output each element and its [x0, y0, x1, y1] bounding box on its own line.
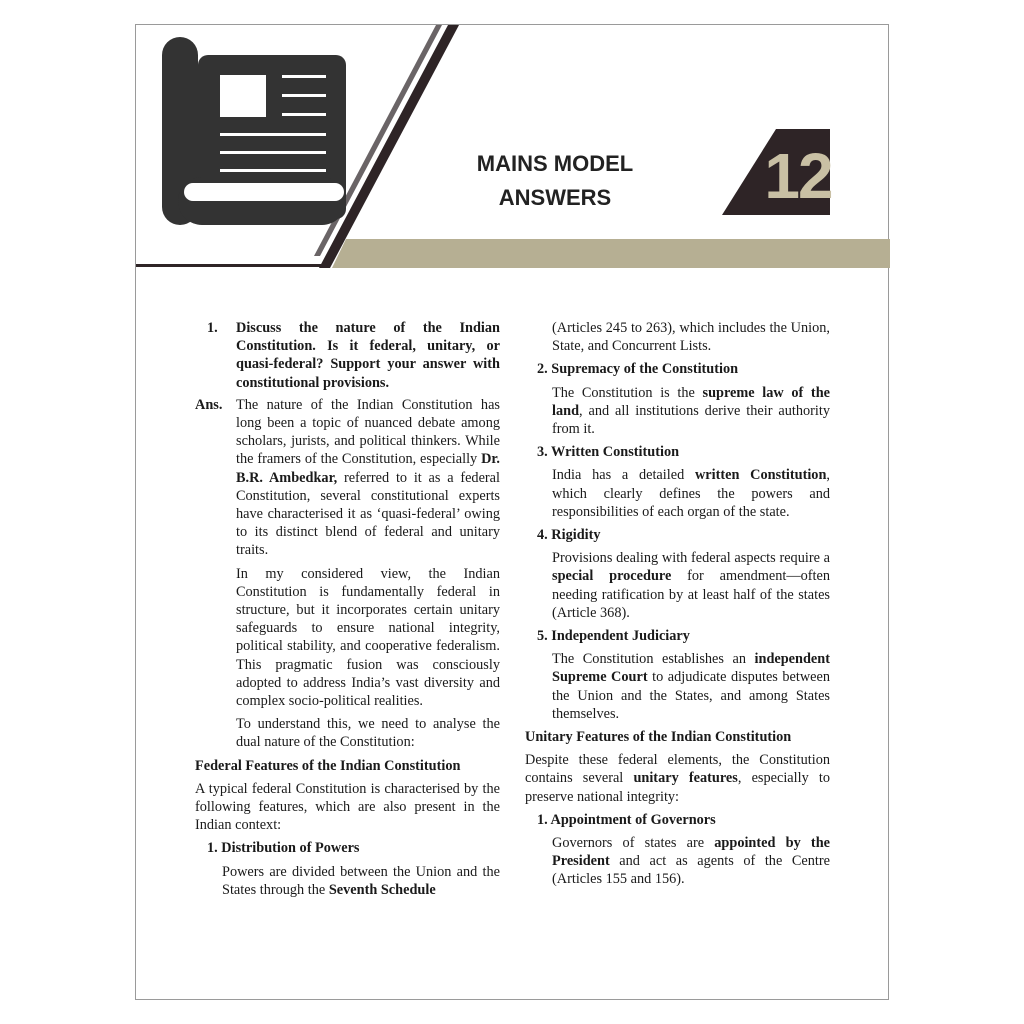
feature-heading: 2. Supremacy of the Constitution	[537, 361, 739, 378]
page-title: MAINS MODEL ANSWERS	[476, 151, 634, 210]
feature-heading: 1. Appointment of Governors	[537, 811, 716, 828]
feature-body: Powers are divided between the Union and the States through the Seventh Schedule	[222, 863, 500, 898]
feature-heading: 4. Rigidity	[537, 527, 601, 544]
unitary-features-intro: Despite these federal elements, the Constitution contains several unitary features, especially to preserve national integrity:	[525, 752, 830, 805]
federal-features-heading: Federal Features of the Indian Constitution	[195, 757, 461, 774]
feature-heading: 3. Written Constitution	[537, 444, 680, 461]
answer-label: Ans.	[195, 396, 223, 413]
feature-body: (Articles 245 to 263), which includes the Union, State, and Concurrent Lists.	[552, 320, 830, 355]
feature-body: Governors of states are appointed by the President and act as agents of the Centre (Articles 155 and 156).	[552, 835, 830, 888]
right-column	[525, 319, 830, 894]
question-number: 1.	[207, 320, 218, 336]
feature-body: The Constitution establishes an independent Supreme Court to adjudicate disputes between the Union and the States, and among States themselves.	[552, 651, 830, 722]
newspaper-scroll-icon	[162, 37, 346, 225]
unitary-features-heading: Unitary Features of the Indian Constitution	[525, 729, 792, 746]
feature-heading: 5. Independent Judiciary	[537, 628, 690, 645]
accent-band	[332, 239, 890, 268]
answer-paragraph-1: The nature of the Indian Constitution has long been a topic of nuanced debate among scholars, jurists, and political thinkers. While the framers of the Constitution, especially Dr. B.R. Ambedkar, referred to it as a federal Constitution, several constitutional experts have characterised it as ‘quasi-federal’ owing to its distinct blend of federal and unitary traits.	[236, 396, 500, 559]
answer-paragraph-2: In my considered view, the Indian Constitution is fundamentally federal in structure, but it incorporates certain unitary safeguards to ensure national integrity, political stability, and cooperative federalism. This pragmatic fusion was consciously adopted to address India’s vast diversity and complex socio-political realities.	[236, 565, 500, 710]
chapter-number: 12	[764, 140, 832, 212]
question	[195, 319, 500, 392]
feature-body: India has a detailed written Constitution, which clearly defines the powers and responsibilities of each organ of the state.	[552, 467, 830, 520]
answer-paragraph-3: To understand this, we need to analyse the dual nature of the Constitution:	[236, 716, 500, 751]
feature-body: Provisions dealing with federal aspects require a special procedure for amendment—often needing ratification by at least half of the states (Article 368).	[552, 550, 830, 621]
federal-features-intro: A typical federal Constitution is characterised by the following features, which are also present in the Indian context:	[195, 780, 500, 834]
answer-intro	[195, 396, 500, 560]
page	[135, 24, 889, 1000]
question-text: Discuss the nature of the Indian Constitution. Is it federal, unitary, or quasi-federal? Support your answer with constitutional provisions.	[236, 320, 500, 391]
feature-heading: 1. Distribution of Powers	[207, 840, 360, 857]
feature-body: The Constitution is the supreme law of the land, and all institutions derive their authority from it.	[552, 384, 830, 438]
chapter-header	[136, 25, 890, 275]
header-rule	[136, 264, 326, 267]
left-column	[195, 319, 500, 904]
